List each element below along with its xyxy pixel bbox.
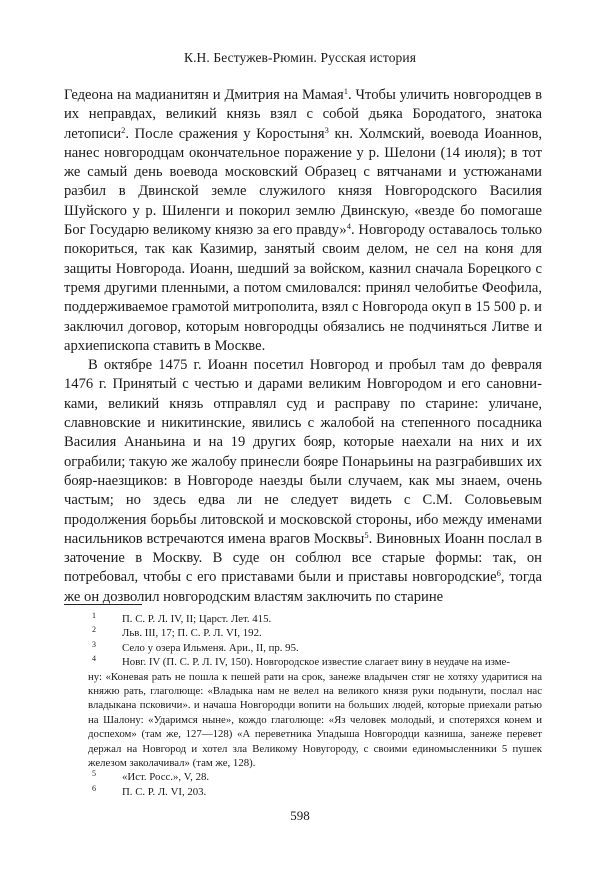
footnote-continuation: ну: «Коневая рать не пошла к пешей рати на срок, занеже владычен стяг не хотяху ударитися на княжю рать, глаголюще: «Владыка нам не велел на великого князя руки подынути, послал нас владыкана псковичи». и начаша Новгородци вопити на больших людей, которые приехали ратью на Шалону: «Ударимся ныне», кождо глаголюще: «Яз человек молодый, и спотеряхся конем и доспехом» (там же, 127—128) «А перевeтника Упадыша Новгородци казниша, занеже перевет держал на Новгород и хотел зла Великому Новугороду, с своими единомысленники 5 пушек железом заколачивал» (там же, 128). — [88, 670, 542, 770]
footnote-marker-6[interactable]: 6 — [496, 568, 501, 579]
footnotes — [64, 612, 542, 799]
footnote-text: Новг. IV (П. С. Р. Л. IV, 150). Новгородское известие слагает вину в неудаче на изме- — [122, 656, 510, 669]
text-segment: Гедеона на мадианитян и Дмитрия на Мамая — [64, 87, 344, 103]
footnote-number: 5 — [92, 769, 96, 779]
text-segment: . Виновных Иоанн послал в заточение в Москву. В суде он соблюл все старые формы: так, он потребовал, чтобы с его приставами были и приставы новгородские — [64, 530, 542, 586]
footnote-text: Льв. III, 17; П. С. Р. Л. VI, 192. — [122, 627, 262, 640]
footnote-marker-5[interactable]: 5 — [364, 529, 369, 540]
footnote-marker-3[interactable]: 3 — [324, 124, 329, 135]
footnote-5 — [64, 770, 542, 784]
footnote-number: 1 — [92, 611, 96, 620]
footnote-3 — [64, 641, 542, 655]
text-segment: , тогда же он дозволил новгородским властям заключить по старине — [64, 569, 542, 605]
footnote-4 — [64, 655, 542, 770]
footnote-marker-1[interactable]: 1 — [343, 86, 348, 96]
text-segment: кн. Холмский, воевода Иоаннов, нанес новгородцам окончательное поражение у р. Шелони (14 июля); в тот же самый день воевода московский Образец с вятчанами и устюжанами разбил в Двинской земле служилого князя Новгородского Василия Шуйского у р. Шиленги и покорил землю Двинскую, «везде бо помогаше Бог Государю великому князю за его правду» — [64, 125, 542, 239]
running-title: К.Н. Бестужев-Рюмин. Русская история — [183, 50, 417, 65]
footnote-number: 4 — [92, 654, 96, 664]
footnote-marker-4[interactable]: 4 — [346, 221, 351, 232]
footnote-text: П. С. Р. Л. IV, II; Царст. Лет. 415. — [122, 613, 272, 625]
page-number: 598 — [290, 808, 310, 823]
paragraph-2 — [64, 356, 542, 607]
footnote-2 — [64, 626, 542, 640]
footnote-1 — [64, 612, 542, 626]
text-segment: . Чтобы уличить новгородцев в их неправдах, великий князь взял с собой дьяка Бородатого, знатока летописи — [64, 87, 542, 142]
main-text — [64, 86, 542, 607]
footnote-text: «Ист. Росс.», V, 28. — [122, 771, 210, 784]
footnote-text: Село у озера Ильменя. Ари., II, пр. 95. — [122, 641, 299, 654]
footnote-6 — [64, 785, 542, 799]
text-segment: . Новгороду оставалось только покориться, так как Казимир, занятый своим делом, не сел на коня для защиты Новгорода. Иоанн, шедший за войском, казнил сначала Борецкого с тремя другими пленными, а потом смиловался: принял челобитье Феофила, поддерживаемое грамотой митрополита, взял с Новгорода окуп в 15 500 р. и заключил договор, которым новгородцы обязались не подчиняться Литве и архиепископа ставить в Москве. — [64, 222, 542, 354]
footnote-text: П. С. Р. Л. VI, 203. — [122, 785, 207, 798]
footnote-number: 6 — [92, 783, 96, 793]
footnote-separator — [64, 604, 142, 605]
text-segment: В октябре 1475 г. Иоанн посетил Новгород и пробыл там до февраля 1476 г. Принятый с честью и дарами великим Новгородом и его сановниками, великий князь отправлял суд и расправу по старине: уличане, славновские и никитинские, явились с жалобой на степенного посадника Василия Ананьина и на 19 других бояр, которые наехали на них и их ограбили; такую же жалобу принесли бояре Понарьины на разграбивших их бояр-наезщиков: в Новгороде наезды были случаем, как мы знаем, очень частым; но здесь едва ли не следует видеть с С.М. Соловьевым продолжения борьбы литовской и московской стороны, ибо между именами насильников встречаются имена врагов Москвы — [64, 357, 542, 547]
footnote-number: 2 — [92, 625, 96, 635]
footnote-number: 3 — [92, 639, 96, 649]
text-segment: . После сражения у Коростыня — [125, 125, 325, 142]
footnote-marker-2[interactable]: 2 — [121, 124, 126, 135]
paragraph-1 — [64, 86, 542, 356]
